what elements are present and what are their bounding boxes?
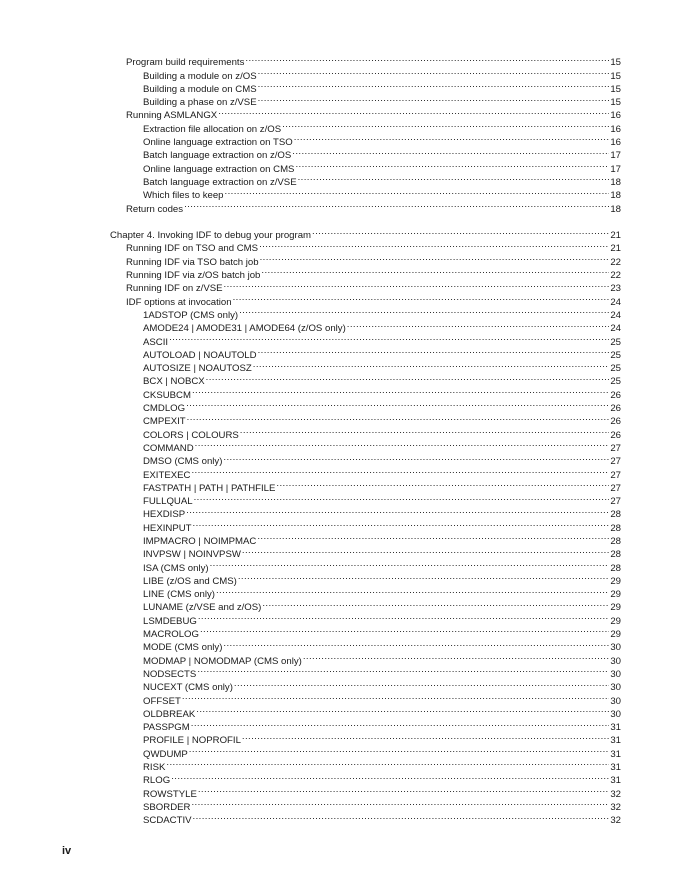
page-number: iv <box>62 845 72 857</box>
toc-entry-page-number: 31 <box>610 775 621 787</box>
toc-entry-page-number: 21 <box>610 243 621 255</box>
toc-entry-page-number: 32 <box>610 815 621 827</box>
dot-leader <box>282 118 609 131</box>
toc-entry-label: Building a phase on z/VSE <box>143 97 257 109</box>
dot-leader <box>210 557 610 570</box>
toc-entry-page-number: 25 <box>610 349 621 361</box>
toc-entry-page-number: 26 <box>610 389 621 401</box>
toc-entry-label: INVPSW | NOINVPSW <box>143 549 241 561</box>
dot-leader <box>294 132 610 145</box>
dot-leader <box>200 624 609 637</box>
dot-leader <box>216 584 609 597</box>
toc-entry-page-number: 24 <box>610 323 621 335</box>
toc-entry-page-number: 26 <box>610 416 621 428</box>
dot-leader <box>193 517 610 530</box>
dot-leader <box>312 225 609 238</box>
toc-entry-label: Program build requirements <box>126 57 245 69</box>
toc-entry-label: IMPMACRO | NOIMPMAC <box>143 535 257 547</box>
dot-leader <box>292 145 609 158</box>
toc-entry-page-number: 30 <box>610 682 621 694</box>
toc-entry-label: MODE (CMS only) <box>143 642 223 654</box>
toc-entry[interactable] <box>110 757 621 774</box>
toc-entry-label: Running IDF via z/OS batch job <box>126 270 261 282</box>
toc-entry-label: Building a module on z/OS <box>143 70 257 82</box>
toc-entry-label: Batch language extraction on z/VSE <box>143 176 297 188</box>
toc-entry-page-number: 31 <box>610 762 621 774</box>
toc-entry-page-number: 18 <box>610 190 621 202</box>
toc-entry-label: SBORDER <box>143 801 191 813</box>
toc-entry-page-number: 31 <box>610 735 621 747</box>
toc-entry-page-number: 22 <box>610 256 621 268</box>
toc-entry-label: IDF options at invocation <box>126 296 232 308</box>
toc-entry-page-number: 29 <box>610 589 621 601</box>
dot-leader <box>240 424 610 437</box>
toc-entry-label: Running IDF on TSO and CMS <box>126 243 259 255</box>
toc-entry-label: DMSO (CMS only) <box>143 456 223 468</box>
toc-entry-page-number: 15 <box>610 97 621 109</box>
toc-entry-label: 1ADSTOP (CMS only) <box>143 309 239 321</box>
toc-entry-label: Running IDF via TSO batch job <box>126 256 259 268</box>
toc-entry[interactable] <box>110 770 621 787</box>
toc-entry-page-number: 17 <box>610 150 621 162</box>
dot-leader <box>197 664 609 677</box>
toc-entry-label: PASSPGM <box>143 722 190 734</box>
toc-entry-label: ROWSTYLE <box>143 788 197 800</box>
toc-entry-page-number: 27 <box>610 469 621 481</box>
toc-entry-page-number: 24 <box>610 309 621 321</box>
dot-leader <box>259 238 609 251</box>
toc-entry-label: Online language extraction on TSO <box>143 137 293 149</box>
toc-entry-label: AUTOLOAD | NOAUTOLD <box>143 349 257 361</box>
toc-entry-label: CMDLOG <box>143 403 186 415</box>
dot-leader <box>191 717 610 730</box>
dot-leader <box>166 757 609 770</box>
toc-entry[interactable] <box>110 704 621 720</box>
dot-leader <box>196 704 609 717</box>
toc-entry-label: FULLQUAL <box>143 496 193 508</box>
dot-leader <box>260 251 610 264</box>
dot-leader <box>189 743 610 756</box>
toc-entry-page-number: 26 <box>610 429 621 441</box>
toc-entry-label: AMODE24 | AMODE31 | AMODE64 (z/OS only) <box>143 323 346 335</box>
dot-leader <box>186 504 609 517</box>
toc-entry-page-number: 32 <box>610 801 621 813</box>
dot-leader <box>262 597 609 610</box>
toc-entry-label: LIBE (z/OS and CMS) <box>143 575 237 587</box>
toc-entry-page-number: 25 <box>610 336 621 348</box>
toc-entry[interactable] <box>110 411 621 428</box>
toc-entry-page-number: 26 <box>610 403 621 415</box>
toc-entry-label: Chapter 4. Invoking IDF to debug your program <box>110 230 312 242</box>
dot-leader <box>192 384 609 397</box>
dot-leader <box>298 172 610 185</box>
toc-entry-label: RISK <box>143 762 166 774</box>
toc-entry-page-number: 30 <box>610 668 621 680</box>
dot-leader <box>234 677 609 690</box>
toc-entry-page-number: 28 <box>610 522 621 534</box>
dot-leader <box>261 265 609 278</box>
toc-entry-page-number: 21 <box>610 230 621 242</box>
toc-entry-page-number: 15 <box>610 70 621 82</box>
dot-leader <box>191 797 609 810</box>
dot-leader <box>186 398 609 411</box>
toc-entry[interactable] <box>110 52 621 69</box>
toc-entry-label: BCX | NOBCX <box>143 376 205 388</box>
toc-entry-label: Building a module on CMS <box>143 83 257 95</box>
toc-entry-page-number: 16 <box>610 123 621 135</box>
toc-entry-page-number: 27 <box>610 482 621 494</box>
toc-chapter-entry[interactable] <box>110 225 621 242</box>
dot-leader <box>258 79 610 92</box>
dot-leader <box>295 158 609 171</box>
toc-entry[interactable] <box>110 783 621 800</box>
dot-leader <box>276 478 609 491</box>
toc-entry-label: COMMAND <box>143 442 194 454</box>
dot-leader <box>258 65 610 78</box>
toc-entry-page-number: 31 <box>610 748 621 760</box>
toc-entry-label: ASCII <box>143 336 169 348</box>
dot-leader <box>253 358 610 371</box>
dot-leader <box>195 438 610 451</box>
toc-entry-page-number: 25 <box>610 363 621 375</box>
toc-entry-page-number: 22 <box>610 270 621 282</box>
toc-entry-page-number: 32 <box>610 788 621 800</box>
dot-leader <box>171 770 609 783</box>
toc-entry-label: CKSUBCM <box>143 389 191 401</box>
toc-entry-page-number: 15 <box>610 57 621 69</box>
toc-entry-page-number: 27 <box>610 456 621 468</box>
toc-entry-page-number: 30 <box>610 642 621 654</box>
toc-entry-label: Running ASMLANGX <box>126 110 218 122</box>
toc-entry-label: Which files to keep <box>143 190 224 202</box>
toc-entry-page-number: 31 <box>610 722 621 734</box>
toc-entry-label: MODMAP | NOMODMAP (CMS only) <box>143 655 302 667</box>
toc-entry-page-number: 30 <box>610 655 621 667</box>
toc-entry[interactable] <box>110 398 621 415</box>
dot-leader <box>258 345 610 358</box>
toc-entry-page-number: 28 <box>610 535 621 547</box>
dot-leader <box>198 783 609 796</box>
toc-entry[interactable] <box>110 331 621 348</box>
dot-leader <box>242 730 609 743</box>
toc-entry-page-number: 29 <box>610 615 621 627</box>
toc-entry-page-number: 24 <box>610 296 621 308</box>
toc-entry-page-number: 16 <box>610 110 621 122</box>
toc-entry-label: RLOG <box>143 775 171 787</box>
toc-entry-page-number: 18 <box>610 176 621 188</box>
toc-entry-label: Online language extraction on CMS <box>143 163 295 175</box>
toc-entry-label: HEXDISP <box>143 509 186 521</box>
toc-entry[interactable] <box>110 517 621 534</box>
table-of-contents <box>110 52 621 827</box>
dot-leader <box>169 331 609 344</box>
toc-entry-page-number: 30 <box>610 695 621 707</box>
toc-entry-page-number: 25 <box>610 376 621 388</box>
toc-entry-label: Running IDF on z/VSE <box>126 283 223 295</box>
dot-leader <box>245 52 609 65</box>
dot-leader <box>182 690 609 703</box>
toc-entry-page-number: 29 <box>610 629 621 641</box>
toc-entry-page-number: 28 <box>610 549 621 561</box>
dot-leader <box>258 92 610 105</box>
dot-leader <box>238 571 609 584</box>
dot-leader <box>191 464 609 477</box>
dot-leader <box>223 451 609 464</box>
toc-entry-page-number: 17 <box>610 163 621 175</box>
toc-entry-label: QWDUMP <box>143 748 188 760</box>
dot-leader <box>225 185 610 198</box>
toc-entry-label: LINE (CMS only) <box>143 589 215 601</box>
toc-entry-label: LSMDEBUG <box>143 615 197 627</box>
toc-entry-page-number: 15 <box>610 83 621 95</box>
toc-entry[interactable] <box>110 198 621 215</box>
dot-leader <box>347 318 610 331</box>
toc-entry-page-number: 27 <box>610 442 621 454</box>
toc-entry-label: ISA (CMS only) <box>143 562 209 574</box>
toc-entry-page-number: 23 <box>610 283 621 295</box>
toc-entry-label: OLDBREAK <box>143 708 196 720</box>
toc-entry-page-number: 28 <box>610 562 621 574</box>
toc-entry-label: NUCEXT (CMS only) <box>143 682 233 694</box>
toc-entry-page-number: 29 <box>610 575 621 587</box>
toc-entry-label: FASTPATH | PATH | PATHFILE <box>143 482 276 494</box>
dot-leader <box>303 650 609 663</box>
dot-leader <box>184 198 609 211</box>
dot-leader <box>239 305 609 318</box>
dot-leader <box>218 105 609 118</box>
dot-leader <box>257 531 609 544</box>
toc-entry-page-number: 16 <box>610 137 621 149</box>
toc-entry-page-number: 29 <box>610 602 621 614</box>
dot-leader <box>242 544 609 557</box>
toc-entry-label: Batch language extraction on z/OS <box>143 150 292 162</box>
dot-leader <box>187 411 610 424</box>
toc-entry-label: Extraction file allocation on z/OS <box>143 123 282 135</box>
toc-entry-label: PROFILE | NOPROFIL <box>143 735 241 747</box>
dot-leader <box>224 278 610 291</box>
toc-entry-label: EXITEXEC <box>143 469 191 481</box>
toc-entry[interactable] <box>110 345 621 361</box>
toc-entry[interactable] <box>110 424 621 441</box>
toc-entry-label: MACROLOG <box>143 629 199 641</box>
toc-entry-label: AUTOSIZE | NOAUTOSZ <box>143 363 252 375</box>
toc-entry-label: OFFSET <box>143 695 181 707</box>
toc-entry-label: CMPEXIT <box>143 416 186 428</box>
toc-entry-page-number: 28 <box>610 509 621 521</box>
dot-leader <box>233 291 610 304</box>
toc-entry-page-number: 18 <box>610 203 621 215</box>
dot-leader <box>206 371 610 384</box>
toc-entry-page-number: 27 <box>610 496 621 508</box>
dot-leader <box>193 810 610 823</box>
toc-entry-label: HEXINPUT <box>143 522 192 534</box>
toc-entry-label: SCDACTIV <box>143 815 192 827</box>
toc-entry[interactable] <box>110 504 621 521</box>
toc-entry-label: COLORS | COLOURS <box>143 429 239 441</box>
toc-entry-page-number: 30 <box>610 708 621 720</box>
dot-leader <box>223 637 609 650</box>
dot-leader <box>198 610 609 623</box>
toc-entry-label: LUNAME (z/VSE and z/OS) <box>143 602 262 614</box>
dot-leader <box>194 491 610 504</box>
toc-entry-label: NODSECTS <box>143 668 197 680</box>
toc-entry[interactable] <box>110 690 621 707</box>
toc-entry-label: Return codes <box>126 203 184 215</box>
